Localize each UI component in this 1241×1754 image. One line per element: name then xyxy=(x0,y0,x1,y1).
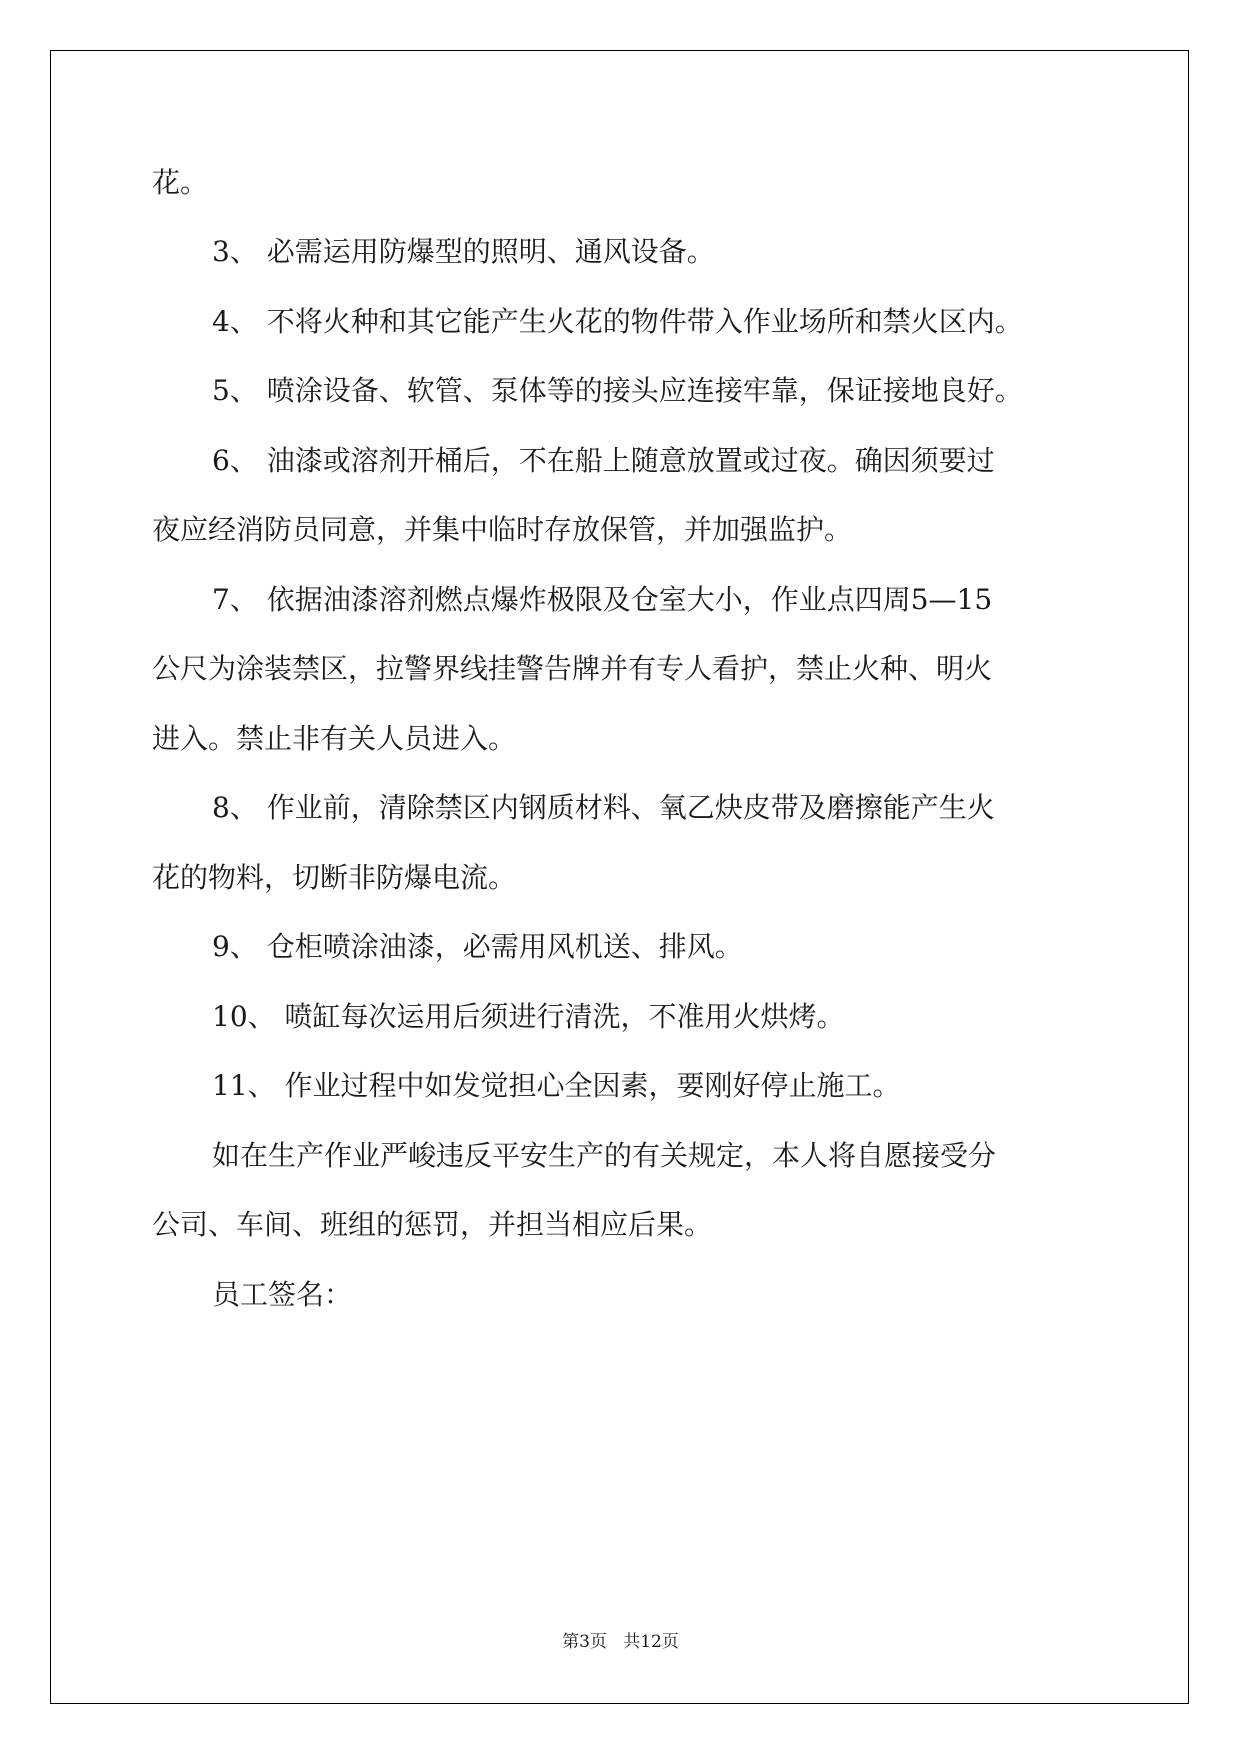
page-number: 第3页 xyxy=(562,1632,607,1652)
closing-statement-continuation: 公司、车间、班组的惩罚，并担当相应后果。 xyxy=(152,1208,713,1241)
item-6: 6、 油漆或溶剂开桶后，不在船上随意放置或过夜。确因须要过 xyxy=(212,444,995,477)
item-7-continuation: 公尺为涂装禁区，拉警界线挂警告牌并有专人看护，禁止火种、明火 xyxy=(152,652,993,685)
page-footer xyxy=(0,1627,1241,1652)
item-7-continuation: 进入。禁止非有关人员进入。 xyxy=(152,722,517,755)
item-8-continuation: 花的物料，切断非防爆电流。 xyxy=(152,861,517,894)
item-9: 9、 仓柜喷涂油漆，必需用风机送、排风。 xyxy=(212,930,743,963)
item-4: 4、 不将火种和其它能产生火花的物件带入作业场所和禁火区内。 xyxy=(212,305,1023,338)
item-11: 11、 作业过程中如发觉担心全因素，要刚好停止施工。 xyxy=(212,1069,901,1102)
employee-signature-label: 员工签名： xyxy=(212,1278,353,1311)
item-7: 7、 依据油漆溶剂燃点爆炸极限及仓室大小，作业点四周5—15 xyxy=(212,583,993,616)
item-10: 10、 喷缸每次运用后须进行清洗，不准用火烘烤。 xyxy=(212,1000,845,1033)
item-8: 8、 作业前，清除禁区内钢质材料、氧乙炔皮带及磨擦能产生火 xyxy=(212,791,995,824)
text-line-continuation: 花。 xyxy=(152,166,209,199)
item-5: 5、 喷涂设备、软管、泵体等的接头应连接牢靠，保证接地良好。 xyxy=(212,374,1023,407)
page-total: 共12页 xyxy=(623,1632,679,1652)
item-3: 3、 必需运用防爆型的照明、通风设备。 xyxy=(212,235,715,268)
closing-statement: 如在生产作业严峻违反平安生产的有关规定，本人将自愿接受分 xyxy=(212,1139,997,1172)
item-6-continuation: 夜应经消防员同意，并集中临时存放保管，并加强监护。 xyxy=(152,513,853,546)
